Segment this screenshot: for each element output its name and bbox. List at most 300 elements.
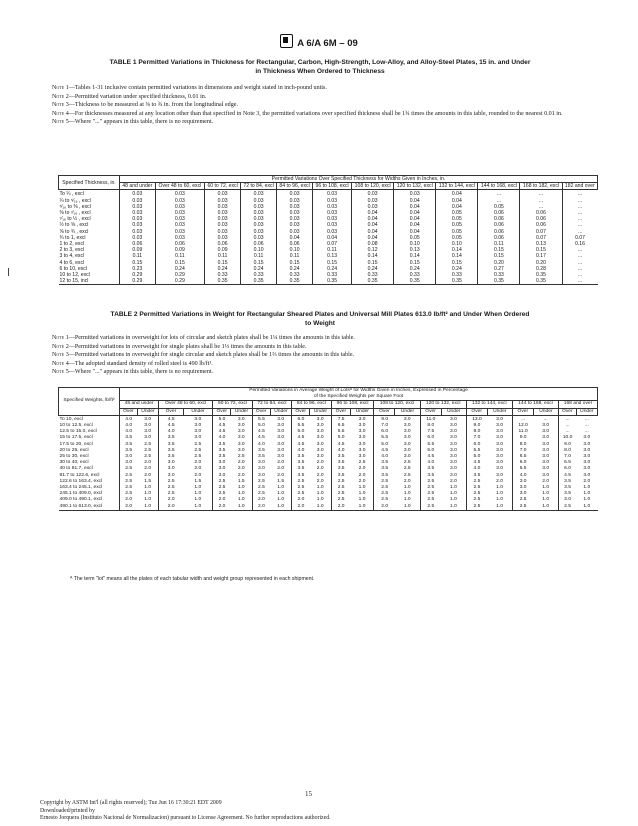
copyright-line: Copyright by ASTM Int'l (all rights reserved); Tue Jun 16 17:30:21 EDT 2009 (40, 800, 222, 806)
table-cell: 1.5 (194, 478, 202, 484)
table-cell: 1.0 (533, 504, 558, 511)
table-cell: 3.0 (542, 466, 550, 472)
table-cell: 0.06 (478, 235, 520, 241)
table-cell: 2.5 (403, 472, 411, 478)
table-cell: 0.03 (241, 204, 277, 210)
table-cell: 0.35 (520, 278, 562, 285)
row-label: 40 to 81.7, excl (59, 466, 120, 472)
table-cell: 1.0 (316, 497, 324, 503)
table-cell: 0.24 (277, 266, 313, 272)
table-cell: 2.5 (403, 460, 411, 466)
table-cell: 2.5 (466, 497, 487, 503)
table-cell: 1.0 (310, 504, 332, 511)
table-cell: 2.5 (120, 479, 138, 485)
table2-note: Note 1—Permitted variations in overweight for lots of circular and sketch plates shall be 1¼ times the amounts in this table. (52, 335, 355, 341)
table-cell: 1.0 (144, 485, 152, 491)
table-cell: 1.0 (277, 497, 285, 503)
table-cell: 3.0 (403, 447, 411, 453)
table-cell: ... (562, 266, 597, 272)
table-cell: 0.24 (313, 266, 352, 272)
table-cell: 3.0 (542, 472, 550, 478)
table-cell: 2.0 (316, 460, 324, 466)
row-label: ⁷⁄₁₆ to ½ , excl (59, 216, 120, 222)
table-cell: 0.11 (205, 253, 241, 259)
table-cell: 1.0 (183, 504, 213, 511)
table-cell: 1.0 (237, 491, 245, 497)
table-cell: 3.0 (358, 416, 366, 422)
table-cell: 3.0 (542, 429, 550, 435)
row-label: 3 to 4, excl (59, 253, 120, 259)
table-cell: 0.04 (352, 229, 394, 235)
table-cell: 5.5 (252, 415, 270, 423)
table-cell: 2.0 (144, 472, 152, 478)
table-cell: 0.35 (352, 278, 394, 285)
table-cell: 1.0 (144, 491, 152, 497)
table-cell: 3.0 (316, 454, 324, 460)
table-cell: 2.0 (194, 460, 202, 466)
table-cell: 3.0 (237, 447, 245, 453)
table1-caption-line1: TABLE 1 Permitted Variations in Thickness for Rectangular, Carbon, High-Strength, Low-Alloy, and Alloy-Steel Plates, 15 in. and Under (109, 59, 531, 66)
table-cell: 3.0 (237, 416, 245, 422)
table-cell: 4.0 (420, 460, 441, 466)
table-cell: 3.0 (496, 423, 503, 429)
sub-header-over: Over (292, 408, 310, 415)
table-cell: 1.0 (277, 485, 285, 491)
table-cell: 3.0 (583, 472, 591, 478)
table-cell: 7.5 (331, 415, 350, 423)
table-cell: 3.5 (374, 473, 395, 479)
table-cell: 4.0 (120, 415, 138, 423)
table-cell: 1.0 (487, 504, 512, 511)
table-cell: 0.06 (520, 210, 562, 216)
table-cell: 4.5 (559, 473, 577, 479)
table-cell: 0.03 (277, 198, 313, 204)
table2-column-header: 132 to 144, excl (466, 401, 512, 408)
table-cell: 2.0 (374, 504, 395, 511)
table-cell: 6.5 (559, 460, 577, 466)
table1-caption-line2: in Thickness When Ordered to Thickness (255, 68, 385, 75)
table1-caption (40, 58, 600, 76)
table-cell: 0.29 (155, 272, 204, 278)
table-cell: 0.35 (277, 278, 313, 285)
table-cell: 1.0 (231, 504, 253, 511)
table-cell: 0.33 (241, 272, 277, 278)
table-cell: 2.5 (213, 491, 231, 497)
row-label: ⅜ to ⁷⁄₁₆ , excl (59, 210, 120, 216)
table-cell: 3.5 (559, 479, 577, 485)
table-cell: 1.0 (194, 485, 202, 491)
table-cell: 0.33 (205, 272, 241, 278)
table-cell: 1.0 (277, 491, 285, 497)
table-cell: 0.03 (155, 229, 204, 235)
table-cell: 3.5 (331, 466, 350, 472)
table-cell: 0.03 (352, 198, 394, 204)
table-cell: 6.5 (512, 454, 533, 460)
table-cell: 0.06 (478, 216, 520, 222)
table-cell: 1.0 (542, 485, 550, 491)
row-label: 122.6 to 163.4, excl (59, 479, 120, 485)
sub-header-over: Over (466, 408, 487, 415)
table-cell: 4.5 (331, 442, 350, 448)
table-cell: 3.5 (159, 448, 184, 454)
table1-column-header: 168 to 182, excl (520, 183, 562, 190)
table-cell: 2.5 (194, 441, 202, 447)
row-label: To ¼ , excl (59, 190, 120, 198)
table-cell: 0.11 (241, 253, 277, 259)
table-cell: 0.10 (436, 241, 478, 247)
table-cell: 2.0 (144, 466, 152, 472)
table-cell: 2.0 (358, 472, 366, 478)
table1-column-header: 120 to 132, excl (394, 183, 436, 190)
table-cell: 0.15 (241, 260, 277, 266)
table-cell: 2.5 (331, 491, 350, 497)
table-cell: 0.06 (478, 222, 520, 228)
table-cell: 0.15 (436, 260, 478, 266)
table-cell: 1.0 (496, 497, 503, 503)
table-cell: 1.0 (449, 497, 457, 503)
table-cell: 3.0 (449, 447, 457, 453)
table-cell: 3.5 (159, 454, 184, 460)
table-cell: 2.0 (277, 460, 285, 466)
table-cell: 0.03 (155, 222, 204, 228)
table-cell: 0.04 (352, 222, 394, 228)
table-cell: 3.0 (496, 435, 503, 441)
table-cell: 0.14 (394, 253, 436, 259)
table-cell: 5.0 (292, 429, 310, 435)
table-cell: 3.0 (358, 429, 366, 435)
table-cell: 2.5 (374, 497, 395, 503)
sub-header-under: Under (183, 408, 213, 415)
table-cell: ... (584, 416, 589, 422)
table-cell: 0.03 (205, 210, 241, 216)
row-label: 30 to 40, excl (59, 460, 120, 466)
table-cell: 2.5 (331, 497, 350, 503)
table2-column-header: 84 to 96, excl (292, 401, 331, 408)
table-cell: 0.03 (155, 210, 204, 216)
table-cell: 0.04 (394, 216, 436, 222)
table-cell: 0.35 (241, 278, 277, 285)
table-cell: 2.5 (466, 504, 487, 511)
sub-header-under: Under (231, 408, 253, 415)
table-cell: 3.0 (144, 423, 152, 429)
table-cell: 3.0 (496, 429, 503, 435)
table-cell: 2.0 (496, 478, 503, 484)
table-cell: 3.0 (120, 460, 138, 466)
table-cell: 0.33 (394, 272, 436, 278)
table-cell: 1.0 (237, 497, 245, 503)
sub-header-over: Over (374, 408, 395, 415)
table-cell: 1.0 (395, 504, 420, 511)
table-cell: ... (562, 210, 597, 216)
table-cell: 12.0 (512, 423, 533, 429)
table-cell: 2.5 (144, 447, 152, 453)
table-cell: 5.5 (512, 466, 533, 472)
table-cell: 0.15 (478, 247, 520, 253)
table-cell: 0.03 (277, 229, 313, 235)
table-cell: 1.0 (496, 485, 503, 491)
table-cell: 3.0 (542, 435, 550, 441)
table-cell: ... (559, 415, 577, 423)
table-cell: 3.0 (358, 441, 366, 447)
table1-column-header: Over 48 to 60, excl (155, 183, 204, 190)
table-cell: 3.0 (194, 429, 202, 435)
table2-column-header: 120 to 132, excl (420, 401, 466, 408)
table-cell: 0.04 (394, 198, 436, 204)
table-cell: 3.0 (449, 454, 457, 460)
table-cell: 0.11 (120, 253, 156, 259)
table-cell: 0.35 (436, 278, 478, 285)
table-cell: 0.03 (120, 210, 156, 216)
table-cell: 1.0 (351, 504, 374, 511)
table-cell: 2.5 (120, 491, 138, 497)
table-cell: 2.0 (403, 478, 411, 484)
table-cell: 0.03 (313, 229, 352, 235)
table-cell: 9.0 (374, 415, 395, 423)
sub-header-under: Under (137, 408, 158, 415)
table-cell: 7.0 (374, 423, 395, 429)
table-cell: 3.0 (449, 435, 457, 441)
table-cell: 0.11 (313, 247, 352, 253)
table-cell: 2.0 (237, 472, 245, 478)
table-cell: 4.5 (159, 415, 184, 423)
table-cell: 2.5 (237, 454, 245, 460)
table-cell: 3.5 (331, 454, 350, 460)
table-cell: 4.5 (292, 435, 310, 441)
designation: A 6/A 6M – 09 (297, 38, 358, 49)
sub-header-under: Under (310, 408, 332, 415)
table-cell: 7.0 (466, 435, 487, 441)
table-cell: 0.12 (352, 247, 394, 253)
table-cell: ... (512, 415, 533, 423)
sub-header-under: Under (487, 408, 512, 415)
table-cell: 3.0 (512, 479, 533, 485)
table-cell: 0.10 (277, 247, 313, 253)
table-cell: 0.06 (120, 241, 156, 247)
table-cell: 9.0 (512, 435, 533, 441)
table2-footnote: ᴬ The term "lot" means all the plates of each tabular width and weight group represented in each shipment. (70, 576, 315, 582)
table-cell: 3.5 (466, 473, 487, 479)
table-cell: 2.5 (144, 441, 152, 447)
table-cell: 3.5 (120, 442, 138, 448)
table-cell: 0.15 (478, 253, 520, 259)
table1-group-header: Permitted Variations Over Specified Thickness for Widths Given in Inches, in. (120, 176, 598, 183)
table1-column-header: 72 to 84, excl (241, 183, 277, 190)
table-cell: 3.0 (358, 454, 366, 460)
table-cell: 0.03 (313, 210, 352, 216)
table-cell: 4.5 (159, 423, 184, 429)
table-cell: 3.5 (213, 442, 231, 448)
table-cell: 0.05 (478, 204, 520, 210)
table-cell: 0.24 (352, 266, 394, 272)
table-cell: 0.06 (520, 222, 562, 228)
table-cell: ... (562, 260, 597, 266)
table-cell: 0.35 (394, 278, 436, 285)
table-cell: 2.5 (374, 485, 395, 491)
table-cell: 0.04 (394, 222, 436, 228)
table-cell: 2.0 (358, 478, 366, 484)
table-cell: 0.29 (120, 278, 156, 285)
table-cell: 1.0 (270, 504, 292, 511)
sub-header-over: Over (331, 408, 350, 415)
table-cell: 3.5 (252, 454, 270, 460)
table2-column-header: 72 to 84, excl (252, 401, 291, 408)
sub-header-under: Under (395, 408, 420, 415)
table-cell: 6.0 (512, 460, 533, 466)
table-cell: 3.0 (237, 429, 245, 435)
table-cell: 2.0 (277, 466, 285, 472)
table-cell: 0.35 (478, 278, 520, 285)
table-cell: 0.03 (241, 235, 277, 241)
table-cell: 3.0 (403, 454, 411, 460)
table-cell: 2.5 (331, 479, 350, 485)
table-cell: 0.04 (352, 210, 394, 216)
table-cell: 3.0 (358, 423, 366, 429)
table-cell: 0.15 (155, 260, 204, 266)
table-cell: 3.0 (237, 441, 245, 447)
table-cell: 1.0 (316, 485, 324, 491)
astm-logo-icon (280, 34, 293, 48)
table-cell: 1.0 (441, 504, 466, 511)
table-cell: 0.10 (394, 241, 436, 247)
table-cell: 4.0 (466, 466, 487, 472)
table-cell: 9.0 (559, 442, 577, 448)
table-cell: 0.03 (277, 190, 313, 198)
table1-note: Note 1—Tables 1-31 inclusive contain permitted variations in dimensions and weight stated in inch-pound units. (52, 85, 327, 91)
table-cell: 0.03 (205, 235, 241, 241)
table-cell: 1.0 (542, 497, 550, 503)
table-cell: 3.5 (420, 473, 441, 479)
table-cell: 3.0 (542, 423, 550, 429)
table-cell: 2.5 (374, 479, 395, 485)
table-cell: 6.0 (559, 466, 577, 472)
table-cell: 1.0 (449, 485, 457, 491)
row-label: ¼ to ⁵⁄₁₆ , excl (59, 198, 120, 204)
table-cell: 2.5 (358, 460, 366, 466)
page-number: 15 (305, 790, 312, 798)
table-cell: 0.23 (120, 266, 156, 272)
table-cell: 0.05 (436, 222, 478, 228)
table2-caption-line1: TABLE 2 Permitted Variations in Weight for Rectangular Sheared Plates and Universal Mill Plates 613.0 lb/ft² and Under When Ordered (110, 311, 530, 318)
table-cell: 0.24 (241, 266, 277, 272)
table-cell: 4.0 (252, 442, 270, 448)
table-cell: 2.5 (213, 485, 231, 491)
sub-header-under: Under (441, 408, 466, 415)
table-cell: 3.0 (449, 429, 457, 435)
download-line: Downloaded/printed by (40, 807, 95, 814)
table-cell: 0.11 (277, 253, 313, 259)
margin-mark (8, 268, 9, 276)
table-cell: 3.0 (512, 491, 533, 497)
table-cell: 1.0 (237, 485, 245, 491)
row-label: ⅝ to ¾ , excl (59, 229, 120, 235)
table-cell: 3.0 (159, 466, 184, 472)
table-cell: 2.5 (420, 497, 441, 503)
table-cell: 2.0 (358, 466, 366, 472)
table-cell: 0.06 (478, 229, 520, 235)
table-cell: 3.0 (542, 441, 550, 447)
table-cell: 2.5 (194, 454, 202, 460)
table-cell: 0.15 (394, 260, 436, 266)
table-cell: 2.0 (237, 466, 245, 472)
table-cell: 3.0 (403, 416, 411, 422)
row-label: 15 to 17.5, excl (59, 435, 120, 441)
table-cell: 3.0 (277, 441, 285, 447)
table-cell: 3.0 (316, 441, 324, 447)
table-cell: 5.5 (420, 442, 441, 448)
table-cell: 3.5 (559, 485, 577, 491)
table-cell: 3.0 (213, 466, 231, 472)
table-cell: 2.5 (466, 485, 487, 491)
table-cell: 4.0 (512, 473, 533, 479)
table-cell: 0.15 (520, 247, 562, 253)
table-cell: 0.09 (155, 247, 204, 253)
table2-group-header: Permitted Variations in Average Weight of Lotsᴬ for Widths Given in Inches, Expressed in Percentage of the Specified Weights per Square Foot (120, 388, 598, 401)
table-cell: 3.0 (449, 466, 457, 472)
table-cell: 3.0 (194, 416, 202, 422)
table-cell: 3.0 (194, 423, 202, 429)
table-cell: 3.0 (252, 466, 270, 472)
table-cell: 1.5 (277, 478, 285, 484)
table-cell: 0.15 (352, 260, 394, 266)
table-cell: 2.0 (252, 504, 270, 511)
sub-header-under: Under (576, 408, 597, 415)
table-cell: 0.14 (436, 247, 478, 253)
table-cell: 3.5 (292, 460, 310, 466)
table-cell: 3.0 (542, 447, 550, 453)
table-cell: 0.04 (436, 198, 478, 204)
table-cell: 4.5 (252, 435, 270, 441)
table-cell: 2.0 (316, 478, 324, 484)
table-cell: 0.04 (394, 210, 436, 216)
sub-header-over: Over (213, 408, 231, 415)
sub-header-over: Over (512, 408, 533, 415)
table-cell: 2.5 (512, 497, 533, 503)
table-cell: 3.5 (292, 454, 310, 460)
table-cell: 2.5 (292, 485, 310, 491)
table-cell: 2.5 (420, 504, 441, 511)
table1-column-header: 84 to 96, excl (277, 183, 313, 190)
table-cell: 3.0 (512, 485, 533, 491)
table-cell: 3.5 (120, 435, 138, 441)
table-cell: 0.03 (155, 190, 204, 198)
table-cell: 3.0 (583, 454, 591, 460)
table-cell: 2.5 (159, 479, 184, 485)
table-cell: 0.33 (478, 272, 520, 278)
table-cell: 6.0 (374, 429, 395, 435)
table-cell: 3.0 (277, 435, 285, 441)
row-label: 12.5 to 15.0, excl (59, 429, 120, 435)
table-cell: 4.0 (213, 435, 231, 441)
row-label: 4 to 6, excl (59, 260, 120, 266)
table-cell: 0.06 (241, 241, 277, 247)
table-cell: 3.0 (316, 447, 324, 453)
table-cell: 0.07 (562, 235, 597, 241)
table-cell: 1.0 (316, 491, 324, 497)
table-cell: ... (562, 272, 597, 278)
table-cell: 3.0 (449, 460, 457, 466)
table-cell: ... (478, 198, 520, 204)
table-cell: 3.0 (496, 416, 503, 422)
table-cell: 1.0 (449, 491, 457, 497)
table-cell: 4.0 (374, 454, 395, 460)
table-cell: 3.5 (213, 454, 231, 460)
table-cell: 3.0 (403, 435, 411, 441)
table-cell: 2.0 (449, 478, 457, 484)
table-cell: 1.0 (137, 504, 158, 511)
table-cell: 9.0 (466, 423, 487, 429)
table-cell: 3.5 (252, 448, 270, 454)
table-cell: 0.24 (436, 266, 478, 272)
